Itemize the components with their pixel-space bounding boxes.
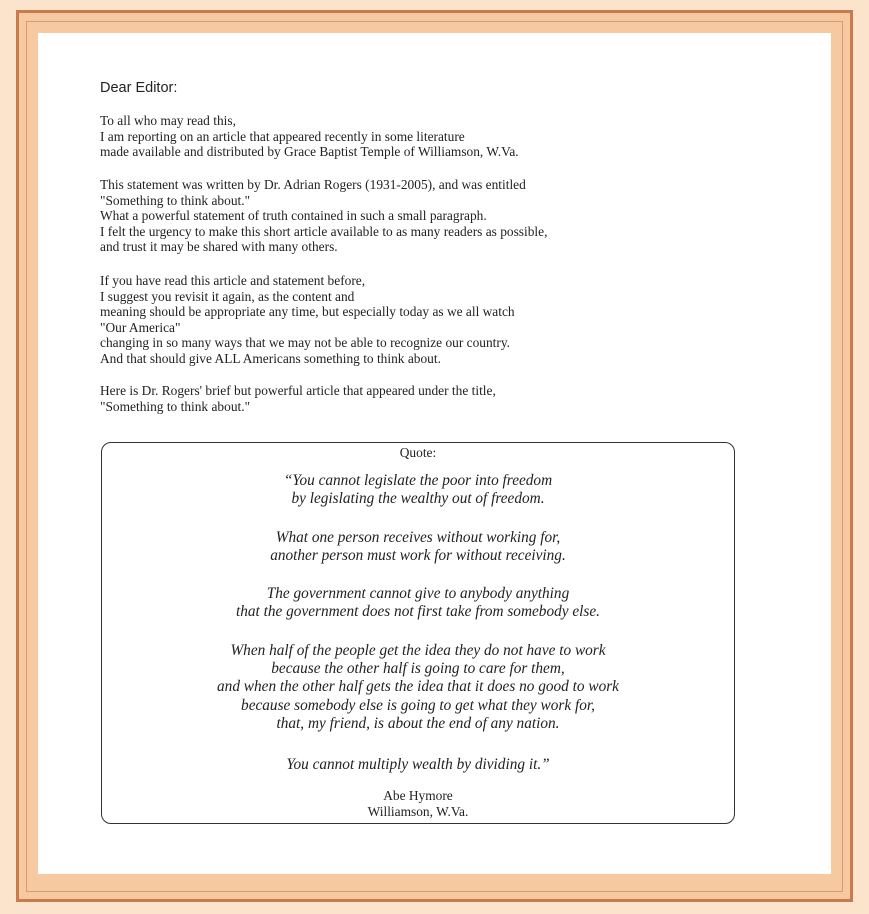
quote-stanza bbox=[102, 642, 734, 733]
quote-line: that, my friend, is about the end of any nation. bbox=[276, 714, 560, 732]
quote-line: You cannot multiply wealth by dividing it.” bbox=[286, 756, 550, 773]
text-line: and trust it may be shared with many others. bbox=[100, 239, 338, 254]
quote-line: that the government does not first take from somebody else. bbox=[236, 603, 600, 621]
signature-location: Williamson, W.Va. bbox=[367, 803, 469, 819]
text-line: meaning should be appropriate any time, but especially today as we all watch bbox=[100, 304, 515, 319]
text-line: "Something to think about." bbox=[100, 398, 251, 414]
text-line: "Our America" bbox=[100, 319, 181, 335]
quote-stanza bbox=[102, 529, 734, 565]
quote-line: The government cannot give to anybody anything bbox=[266, 585, 570, 602]
quote-line: What one person receives without working for, bbox=[275, 529, 561, 546]
paragraph-intro bbox=[100, 113, 519, 160]
paragraph-author bbox=[100, 177, 547, 255]
quote-stanza bbox=[102, 472, 734, 508]
text-line: I felt the urgency to make this short article available to as many readers as possible, bbox=[100, 223, 548, 239]
signature bbox=[102, 788, 734, 819]
text-line: "Something to think about." bbox=[100, 192, 251, 208]
quote-stanza bbox=[102, 585, 734, 621]
paragraph-revisit bbox=[100, 273, 515, 366]
signature-name: Abe Hymore bbox=[383, 788, 453, 803]
text-line: If you have read this article and statement before, bbox=[100, 273, 366, 288]
quote-line: because somebody else is going to get what they work for, bbox=[241, 696, 595, 714]
salutation: Dear Editor: bbox=[100, 80, 178, 96]
text-line: And that should give ALL Americans something to think about. bbox=[100, 350, 441, 366]
text-line: I am reporting on an article that appeared recently in some literature bbox=[100, 128, 465, 144]
quote-line: because the other half is going to care for them, bbox=[271, 660, 565, 678]
text-line: Here is Dr. Rogers' brief but powerful article that appeared under the title, bbox=[100, 383, 496, 398]
quote-line: “You cannot legislate the poor into freedom bbox=[283, 472, 553, 489]
quote-line: When half of the people get the idea they do not have to work bbox=[230, 642, 606, 659]
text-line: made available and distributed by Grace Baptist Temple of Williamson, W.Va. bbox=[100, 144, 519, 159]
quote-line: by legislating the wealthy out of freedom. bbox=[291, 490, 545, 508]
quote-line: another person must work for without receiving. bbox=[270, 547, 566, 565]
quote-stanza bbox=[102, 756, 734, 774]
quote-line: and when the other half gets the idea that it does no good to work bbox=[217, 678, 619, 696]
quote-label: Quote: bbox=[399, 445, 437, 460]
text-line: changing in so many ways that we may not be able to recognize our country. bbox=[100, 335, 511, 350]
text-line: I suggest you revisit it again, as the content and bbox=[100, 288, 355, 304]
letter-page bbox=[38, 33, 831, 874]
paragraph-title-intro bbox=[100, 383, 496, 414]
quote-box bbox=[101, 442, 735, 824]
text-line: To all who may read this, bbox=[100, 113, 236, 128]
text-line: This statement was written by Dr. Adrian Rogers (1931-2005), and was entitled bbox=[100, 177, 526, 192]
text-line: What a powerful statement of truth contained in such a small paragraph. bbox=[100, 208, 487, 223]
